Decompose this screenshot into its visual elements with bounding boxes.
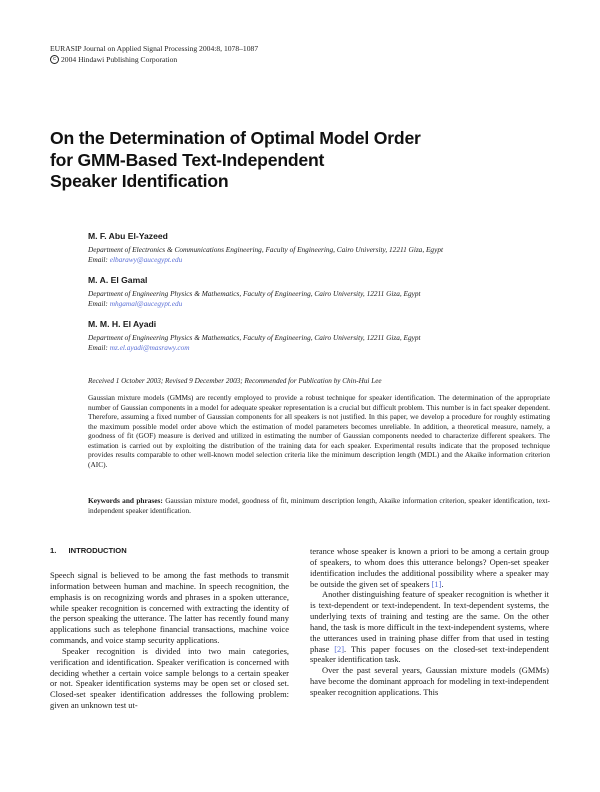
section-number: 1.	[50, 546, 57, 555]
paragraph-text: Another distinguishing feature of speaker recognition is whether it is text-dependent or text-independent. In text-dependent systems, the underlying texts of training and testing are the same. On the other hand, the task is more difficult in the text-independent systems, where the utterances used in training phase differ from that used in testing phase	[310, 589, 549, 654]
copyright-text: 2004 Hindawi Publishing Corporation	[61, 54, 178, 64]
journal-citation: EURASIP Journal on Applied Signal Processing 2004:8, 1078–1087	[50, 44, 259, 53]
paragraph-text: terance whose speaker is known a priori to be among a certain group of speakers, to whom does this utterance belongs? Open-set speaker identification includes the additional possibility where a speaker may be outside the given set of speakers	[310, 546, 549, 589]
author-affiliation: Department of Engineering Physics & Mathematics, Faculty of Engineering, Cairo University, 12211 Giza, Egypt	[88, 289, 421, 299]
section-heading	[50, 546, 289, 556]
author-list	[88, 230, 558, 363]
author-block	[88, 230, 558, 264]
paragraph-text: .	[441, 578, 444, 589]
paper-title	[50, 128, 550, 193]
keywords	[88, 496, 550, 515]
author-email-line	[88, 299, 558, 309]
author-affiliation: Department of Electronics & Communications Engineering, Faculty of Engineering, Cairo University, 12211 Giza, Egypt	[88, 245, 443, 254]
title-line-3: Speaker Identification	[50, 171, 229, 191]
paragraph: Speech signal is believed to be among the fast methods to transmit information between human and machine. In speech recognition, the emphasis is on recognizing words and phrases in a spoken utterance, while speaker recognition is concerned with extracting the identity of the person speaking the utterance. The latter has recently found many applications such as telephone financial transactions, machine voice commands, and voice stamp security applications.	[50, 570, 289, 646]
email-label: Email:	[88, 254, 108, 264]
author-email-link[interactable]: mz.el.ayadi@masrawy.com	[109, 342, 190, 352]
section-title: INTRODUCTION	[68, 546, 127, 555]
paragraph	[310, 589, 549, 665]
paragraph-text: . This paper focuses on the closed-set text-independent speaker identification task.	[310, 643, 549, 665]
received-dates: Received 1 October 2003; Revised 9 December 2003; Recommended for Publication by Chin-Hui Lee	[88, 377, 382, 385]
copyright-line	[50, 55, 258, 66]
keywords-text: Gaussian mixture model, goodness of fit, minimum description length, Akaike information criterion, speaker identification, text-independent speaker identification.	[88, 496, 550, 515]
journal-header	[50, 44, 258, 65]
paragraph: Speaker recognition is divided into two main categories, verification and identification. Speaker verification is concerned with deciding whether a certain voice sample belongs to a certain speaker or not. Speaker identification systems may be open set or closed set. Closed-set speaker identification addresses the following problem: given an unknown test ut-	[50, 645, 289, 711]
email-label: Email:	[88, 298, 108, 308]
author-email-line	[88, 255, 558, 265]
author-name: M. F. Abu El-Yazeed	[88, 231, 168, 241]
author-email-link[interactable]: elbarawy@aucegypt.edu	[109, 254, 183, 264]
title-line-1: On the Determination of Optimal Model Order	[50, 128, 421, 148]
author-block	[88, 274, 558, 308]
author-name: M. M. H. El Ayadi	[88, 319, 157, 330]
right-column	[310, 546, 549, 698]
author-email-line	[88, 343, 558, 353]
author-email-link[interactable]: mhgamal@aucegypt.edu	[109, 298, 183, 308]
citation-link[interactable]: [1]	[431, 578, 442, 589]
left-column	[50, 546, 289, 711]
keywords-label: Keywords and phrases:	[88, 496, 163, 505]
author-affiliation: Department of Engineering Physics & Mathematics, Faculty of Engineering, Cairo University, 12211 Giza, Egypt	[88, 333, 421, 343]
email-label: Email:	[88, 342, 108, 352]
copyright-icon: c	[50, 55, 59, 64]
author-name: M. A. El Gamal	[88, 275, 148, 286]
citation-link[interactable]: [2]	[334, 643, 345, 654]
paragraph: Over the past several years, Gaussian mixture models (GMMs) have become the dominant approach for modeling in text-independent speaker recognition applications. This	[310, 665, 549, 697]
paragraph	[310, 546, 549, 589]
abstract: Gaussian mixture models (GMMs) are recently employed to provide a robust technique for speaker identification. The determination of the appropriate number of Gaussian components in a model for adequate speaker representation is a crucial but difficult problem. This number is in fact speaker dependent. Therefore, assuming a fixed number of Gaussian components for all speakers is not justified. In this paper, we develop a procedure for roughly estimating the maximum possible model order above which the estimation of model parameters becomes unreliable. In addition, a theoretical measure, namely, a goodness of fit (GOF) measure is derived and utilized in estimating the number of Gaussian components needed to characterize different speakers. The estimation is carried out by exploiting the distribution of the training data for each speaker. Experimental results indicate that the proposed technique provides results comparable to other well-known model selection criteria like the minimum description length (MDL) and the Akaike information criterion (AIC).	[88, 393, 550, 469]
title-line-2: for GMM-Based Text-Independent	[50, 149, 325, 170]
author-block	[88, 318, 558, 352]
